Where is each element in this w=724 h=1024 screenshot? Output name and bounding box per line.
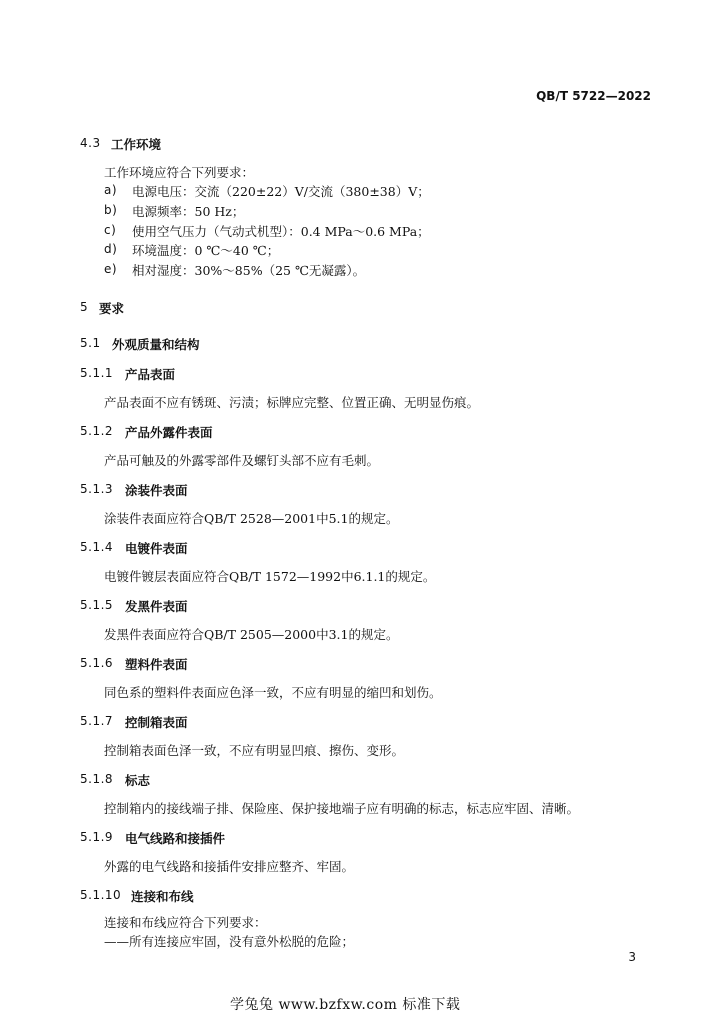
paragraph: 外露的电气线路和接插件安排应整齐、牢固。	[104, 859, 355, 874]
list-label: b)	[104, 203, 118, 217]
section-title: 外观质量和结构	[112, 337, 200, 352]
subsection-number: 5.1.3	[80, 482, 114, 496]
subsection-number: 5.1.4	[80, 540, 114, 554]
list-item: 电源电压：交流（220±22）V/交流（380±38）V；	[132, 184, 430, 199]
paragraph: 工作环境应符合下列要求：	[104, 165, 255, 180]
page-number: 3	[628, 950, 636, 964]
list-label: d)	[104, 242, 118, 256]
paragraph: 电镀件镀层表面应符合QB/T 1572—1992中6.1.1的规定。	[104, 569, 436, 584]
paragraph: 产品可触及的外露零部件及螺钉头部不应有毛刺。	[104, 453, 380, 468]
section-number: 5	[80, 300, 89, 314]
footer-watermark: 学兔兔 www.bzfxw.com 标准下载	[230, 997, 461, 1013]
subsection-number: 5.1.5	[80, 598, 114, 612]
subsection-number: 5.1.10	[80, 888, 122, 902]
subsection-number: 5.1.7	[80, 714, 114, 728]
subsection-number: 5.1.2	[80, 424, 114, 438]
section-title: 要求	[99, 301, 125, 316]
list-item: 环境温度：0 ℃～40 ℃；	[132, 243, 280, 258]
list-item: 使用空气压力（气动式机型）：0.4 MPa～0.6 MPa；	[132, 224, 430, 239]
section-number: 5.1	[80, 336, 101, 350]
list-item: 电源频率：50 Hz；	[132, 204, 245, 219]
paragraph: 连接和布线应符合下列要求：	[104, 915, 267, 930]
subsection-title: 涂装件表面	[125, 483, 188, 498]
list-label: c)	[104, 223, 117, 237]
subsection-title: 发黑件表面	[125, 599, 188, 614]
paragraph: 发黑件表面应符合QB/T 2505—2000中3.1的规定。	[104, 627, 399, 642]
subsection-number: 5.1.6	[80, 656, 114, 670]
paragraph: 涂装件表面应符合QB/T 2528—2001中5.1的规定。	[104, 511, 399, 526]
paragraph: 同色系的塑料件表面应色泽一致，不应有明显的缩凹和划伤。	[104, 685, 442, 700]
subsection-title: 控制箱表面	[125, 715, 188, 730]
section-number: 4.3	[80, 136, 101, 150]
paragraph: 控制箱表面色泽一致，不应有明显凹痕、擦伤、变形。	[104, 743, 405, 758]
section-title: 工作环境	[111, 137, 162, 152]
list-label: a)	[104, 183, 118, 197]
subsection-title: 连接和布线	[131, 889, 194, 904]
subsection-title: 电镀件表面	[125, 541, 188, 556]
dash-list-item: ——所有连接应牢固，没有意外松脱的危险；	[104, 934, 355, 949]
subsection-title: 产品外露件表面	[125, 425, 213, 440]
list-label: e)	[104, 262, 118, 276]
subsection-number: 5.1.9	[80, 830, 114, 844]
subsection-number: 5.1.8	[80, 772, 114, 786]
list-item: 相对湿度：30%～85%（25 ℃无凝露）。	[132, 263, 366, 278]
paragraph: 产品表面不应有锈斑、污渍；标牌应完整、位置正确、无明显伤痕。	[104, 395, 480, 410]
standard-code: QB/T 5722—2022	[536, 89, 651, 103]
subsection-title: 塑料件表面	[125, 657, 188, 672]
subsection-title: 产品表面	[125, 367, 176, 382]
paragraph: 控制箱内的接线端子排、保险座、保护接地端子应有明确的标志，标志应牢固、清晰。	[104, 801, 580, 816]
subsection-title: 标志	[125, 773, 151, 788]
subsection-title: 电气线路和接插件	[125, 831, 226, 846]
subsection-number: 5.1.1	[80, 366, 114, 380]
